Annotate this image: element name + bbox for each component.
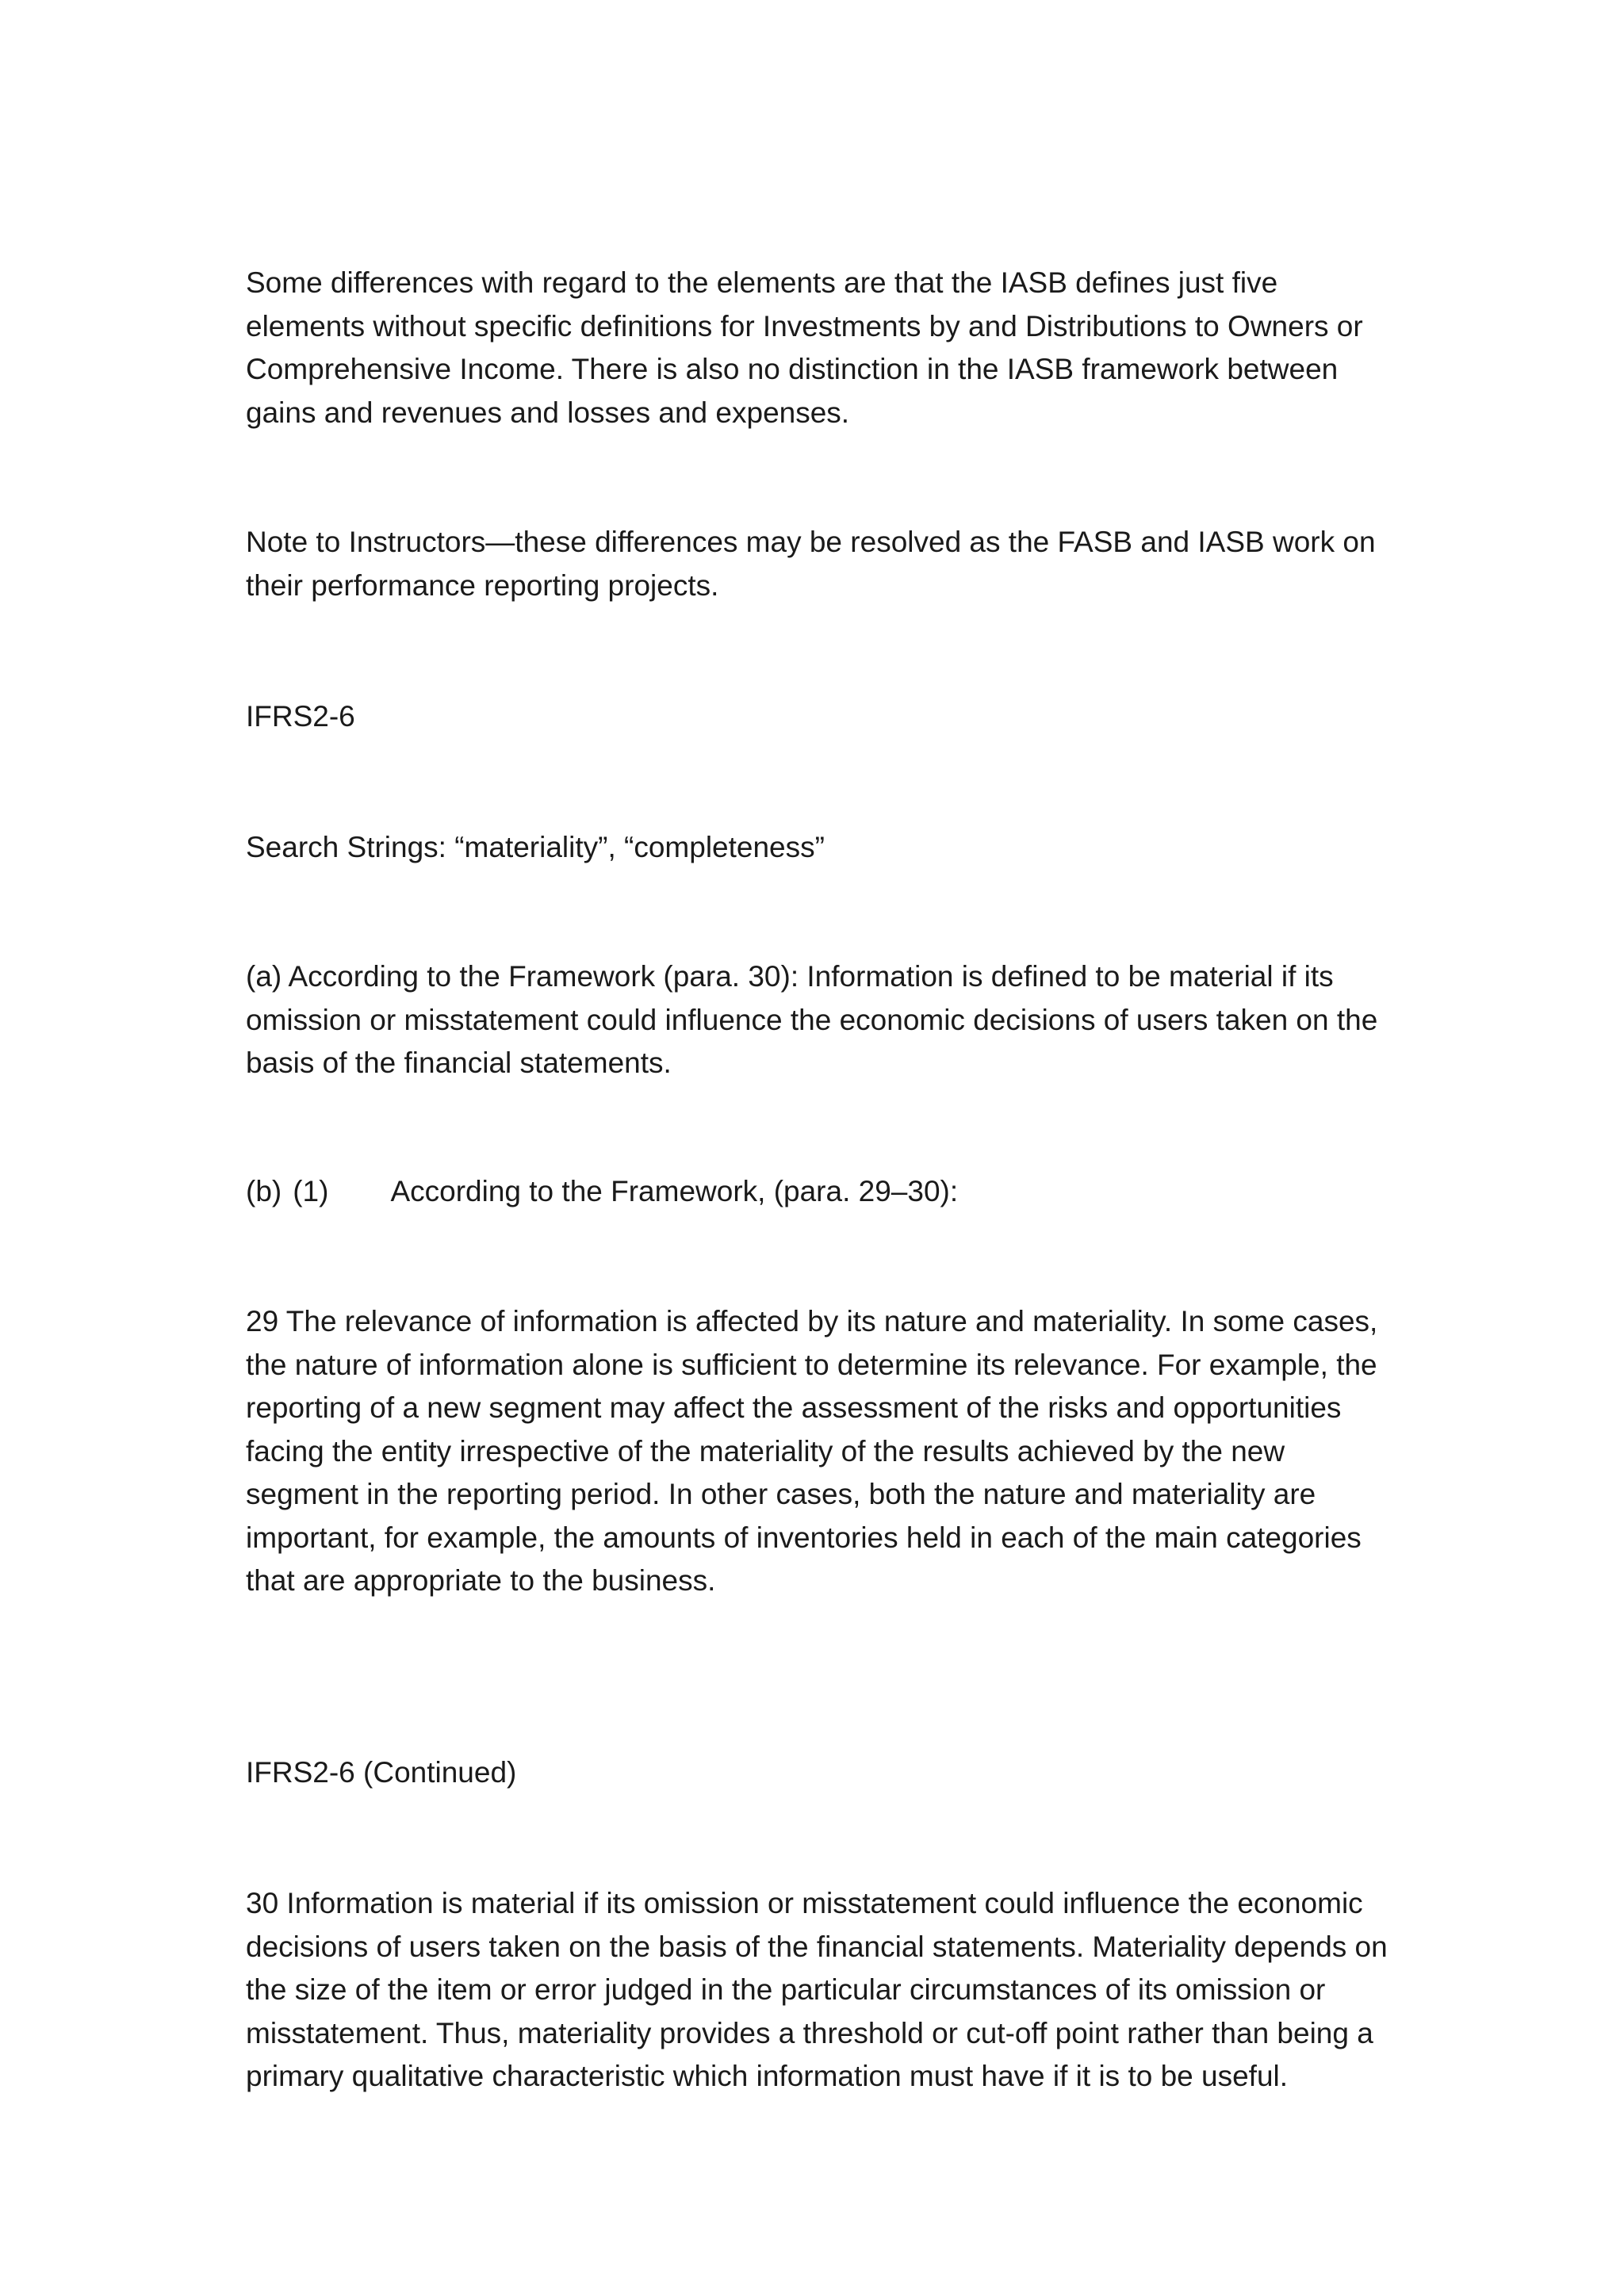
text-line: primary qualitative characteristic which information must have if it is to be useful. [246, 2060, 1289, 2092]
text-line: Note to Instructors—these differences may be resolved as the FASB and IASB work on [246, 526, 1376, 558]
part-b-line [246, 1170, 1435, 1214]
text-line: decisions of users taken on the basis of the financial statements. Materiality depends on [246, 1930, 1388, 1963]
text-line: the nature of information alone is sufficient to determine its relevance. For example, the [246, 1348, 1377, 1381]
text-line: (a) According to the Framework (para. 30): Information is defined to be material if its [246, 960, 1334, 993]
part-b-label: (b) [246, 1175, 282, 1207]
para-30-paragraph [246, 1882, 1435, 2099]
part-b-heading [246, 1170, 1435, 1214]
text-line: segment in the reporting period. In other cases, both the nature and materiality are [246, 1478, 1316, 1510]
text-line: gains and revenues and losses and expenses. [246, 396, 850, 429]
text-line: basis of the financial statements. [246, 1047, 672, 1079]
search-strings-line [246, 826, 1435, 870]
text-line: that are appropriate to the business. [246, 1564, 716, 1597]
text-line: Some differences with regard to the elements are that the IASB defines just five [246, 266, 1278, 299]
section-heading-continued [246, 1751, 1435, 1795]
search-strings-text: Search Strings: “materiality”, “completeness” [246, 831, 825, 863]
section-heading [246, 695, 1435, 739]
text-line: 29 The relevance of information is affected by its nature and materiality. In some cases, [246, 1305, 1378, 1337]
part-b-number: (1) [293, 1175, 329, 1207]
text-line: important, for example, the amounts of inventories held in each of the main categories [246, 1521, 1362, 1554]
text-line: facing the entity irrespective of the materiality of the results achieved by the new [246, 1434, 1285, 1468]
text-line: misstatement. Thus, materiality provides a threshold or cut-off point rather than being a [246, 2016, 1373, 2049]
text-line: 30 Information is material if its omission or misstatement could influence the economic [246, 1887, 1363, 1919]
para-29-paragraph [246, 1300, 1435, 1603]
part-a-paragraph [246, 955, 1435, 1085]
text-line: their performance reporting projects. [246, 568, 719, 602]
heading-text: IFRS2-6 [246, 700, 355, 733]
elements-differences-paragraph [246, 262, 1435, 434]
heading-text: IFRS2-6 (Continued) [246, 1756, 517, 1789]
part-b-text: According to the Framework, (para. 29–30): [390, 1175, 959, 1207]
text-line: Comprehensive Income. There is also no distinction in the IASB framework between [246, 353, 1339, 385]
text-line: elements without specific definitions for Investments by and Distributions to Owners or [246, 309, 1363, 342]
text-line: omission or misstatement could influence the economic decisions of users taken on the [246, 1003, 1378, 1036]
text-line: reporting of a new segment may affect the assessment of the risks and opportunities [246, 1391, 1342, 1424]
instructor-note-paragraph [246, 521, 1435, 607]
text-line: the size of the item or error judged in the particular circumstances of its omission or [246, 1973, 1326, 2006]
